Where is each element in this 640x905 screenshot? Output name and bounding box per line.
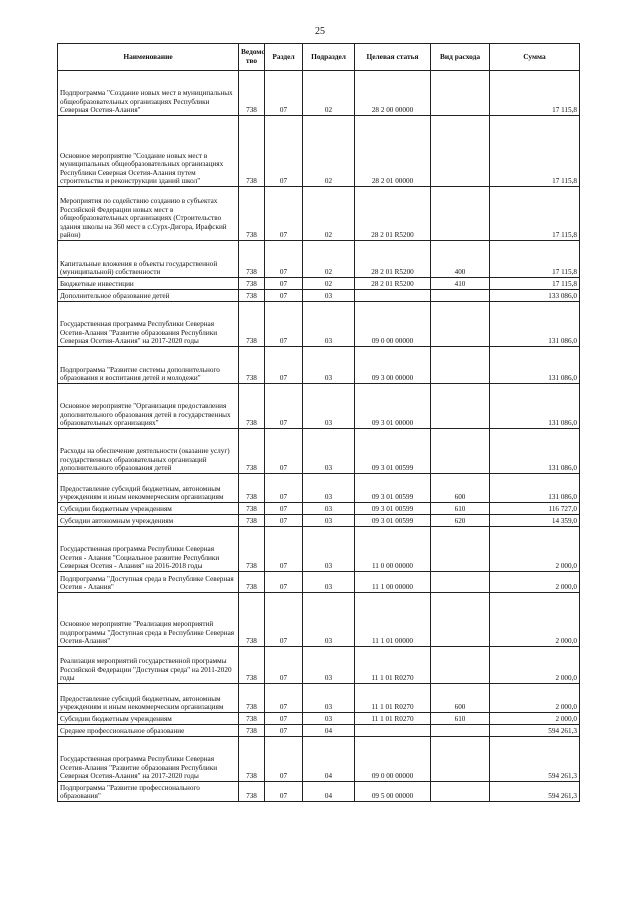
table-row xyxy=(58,737,580,782)
row-expense-type xyxy=(431,187,490,241)
row-target-item xyxy=(355,725,431,737)
row-section: 07 xyxy=(265,241,303,278)
row-target-item: 11 1 01 00000 xyxy=(355,593,431,647)
row-section: 07 xyxy=(265,429,303,474)
row-target-item: 09 3 01 00599 xyxy=(355,515,431,527)
table-row xyxy=(58,290,580,302)
row-amount: 131 086,0 xyxy=(490,429,580,474)
table-row xyxy=(58,474,580,503)
row-target-item: 09 0 00 00000 xyxy=(355,737,431,782)
row-department: 738 xyxy=(239,572,265,593)
row-name: Субсидии бюджетным учреждениям xyxy=(58,503,239,515)
row-name: Капитальные вложения в объекты государственной (муниципальной) собственности xyxy=(58,241,239,278)
row-section: 07 xyxy=(265,647,303,684)
row-department: 738 xyxy=(239,725,265,737)
row-target-item: 09 5 00 00000 xyxy=(355,782,431,802)
row-amount: 2 000,0 xyxy=(490,593,580,647)
row-name: Субсидии автономным учреждениям xyxy=(58,515,239,527)
row-name: Государственная программа Республики Северная Осетия - Алания "Социальное развитие Республики Северная Осетия - Алания" на 2016-2018 годы xyxy=(58,527,239,572)
row-section: 07 xyxy=(265,474,303,503)
row-subsection: 03 xyxy=(303,302,355,347)
row-name: Расходы на обеспечение деятельности (оказание услуг) государственных образовательных организаций дополнительного образования детей xyxy=(58,429,239,474)
row-expense-type xyxy=(431,782,490,802)
table-row xyxy=(58,241,580,278)
row-expense-type xyxy=(431,384,490,429)
row-subsection: 03 xyxy=(303,429,355,474)
column-header-section: Раздел xyxy=(265,44,303,71)
row-amount: 2 000,0 xyxy=(490,572,580,593)
row-amount: 17 115,8 xyxy=(490,241,580,278)
row-amount: 17 115,8 xyxy=(490,187,580,241)
row-expense-type: 610 xyxy=(431,503,490,515)
column-header-amount: Сумма xyxy=(490,44,580,71)
row-name: Государственная программа Республики Северная Осетия-Алания "Развитие образования Республики Северная Осетия-Алания" на 2017-2020 годы xyxy=(58,302,239,347)
row-expense-type xyxy=(431,527,490,572)
row-subsection: 02 xyxy=(303,187,355,241)
row-amount: 131 086,0 xyxy=(490,347,580,384)
row-name: Среднее профессиональное образование xyxy=(58,725,239,737)
row-department: 738 xyxy=(239,241,265,278)
row-name: Основное мероприятие "Реализация мероприятий подпрограммы "Доступная среда в Республике Северная Осетия-Алания" xyxy=(58,593,239,647)
row-expense-type: 400 xyxy=(431,241,490,278)
row-subsection: 03 xyxy=(303,647,355,684)
row-target-item: 09 3 01 00000 xyxy=(355,384,431,429)
row-subsection: 04 xyxy=(303,737,355,782)
row-subsection: 02 xyxy=(303,278,355,290)
row-name: Подпрограмма "Развитие профессионального образования" xyxy=(58,782,239,802)
row-subsection: 02 xyxy=(303,71,355,116)
row-subsection: 03 xyxy=(303,515,355,527)
row-subsection: 03 xyxy=(303,290,355,302)
row-amount: 17 115,8 xyxy=(490,71,580,116)
row-subsection: 02 xyxy=(303,241,355,278)
row-subsection: 03 xyxy=(303,384,355,429)
row-section: 07 xyxy=(265,572,303,593)
row-subsection: 04 xyxy=(303,782,355,802)
row-department: 738 xyxy=(239,713,265,725)
table-row xyxy=(58,116,580,187)
column-header-name: Наименование xyxy=(58,44,239,71)
row-name: Бюджетные инвестиции xyxy=(58,278,239,290)
row-name: Дополнительное образование детей xyxy=(58,290,239,302)
table-row xyxy=(58,713,580,725)
row-target-item: 11 1 01 R0270 xyxy=(355,647,431,684)
row-target-item: 28 2 01 00000 xyxy=(355,116,431,187)
row-section: 07 xyxy=(265,290,303,302)
row-subsection: 03 xyxy=(303,527,355,572)
table-row xyxy=(58,187,580,241)
row-expense-type: 410 xyxy=(431,278,490,290)
table-row xyxy=(58,647,580,684)
row-amount: 14 359,0 xyxy=(490,515,580,527)
row-department: 738 xyxy=(239,302,265,347)
column-header-target-item: Целевая статья xyxy=(355,44,431,71)
row-amount: 17 115,8 xyxy=(490,278,580,290)
row-target-item: 09 3 01 00599 xyxy=(355,429,431,474)
row-department: 738 xyxy=(239,474,265,503)
table-row xyxy=(58,347,580,384)
row-department: 738 xyxy=(239,737,265,782)
row-section: 07 xyxy=(265,278,303,290)
row-expense-type xyxy=(431,593,490,647)
row-target-item: 28 2 01 R5200 xyxy=(355,278,431,290)
row-target-item: 11 0 00 00000 xyxy=(355,527,431,572)
row-subsection: 03 xyxy=(303,593,355,647)
table-header-row xyxy=(58,44,580,71)
row-name: Мероприятия по содействию созданию в субъектах Российской Федерации новых мест в общеобразовательных организациях (Строительство здания школы на 360 мест в с.Сурх-Дигора, Ирафский район) xyxy=(58,187,239,241)
row-amount: 131 086,0 xyxy=(490,384,580,429)
row-section: 07 xyxy=(265,725,303,737)
table-row xyxy=(58,503,580,515)
row-amount: 2 000,0 xyxy=(490,647,580,684)
row-expense-type xyxy=(431,290,490,302)
row-section: 07 xyxy=(265,116,303,187)
row-department: 738 xyxy=(239,187,265,241)
row-department: 738 xyxy=(239,429,265,474)
row-department: 738 xyxy=(239,278,265,290)
row-expense-type xyxy=(431,572,490,593)
row-name: Предоставление субсидий бюджетным, автономным учреждениям и иным некоммерческим организациям xyxy=(58,474,239,503)
row-expense-type xyxy=(431,725,490,737)
row-name: Основное мероприятие "Создание новых мест в муниципальных общеобразовательных организациях Республики Северная Осетия-Алания путем строительства и реконструкции зданий школ" xyxy=(58,116,239,187)
table-row xyxy=(58,515,580,527)
row-name: Подпрограмма "Создание новых мест в муниципальных общеобразовательных организациях Республики Северная Осетия-Алания" xyxy=(58,71,239,116)
row-target-item: 09 3 01 00599 xyxy=(355,503,431,515)
row-department: 738 xyxy=(239,782,265,802)
row-department: 738 xyxy=(239,593,265,647)
row-name: Основное мероприятие "Организация предоставления дополнительного образования детей в государственных образовательных организациях" xyxy=(58,384,239,429)
row-target-item: 28 2 01 R5200 xyxy=(355,241,431,278)
row-amount: 131 086,0 xyxy=(490,302,580,347)
row-target-item: 09 3 01 00599 xyxy=(355,474,431,503)
row-target-item xyxy=(355,290,431,302)
row-expense-type: 620 xyxy=(431,515,490,527)
column-header-expense-type: Вид расхода xyxy=(431,44,490,71)
row-section: 07 xyxy=(265,737,303,782)
row-expense-type xyxy=(431,647,490,684)
table-row xyxy=(58,278,580,290)
row-section: 07 xyxy=(265,684,303,713)
row-expense-type xyxy=(431,737,490,782)
row-section: 07 xyxy=(265,515,303,527)
row-department: 738 xyxy=(239,384,265,429)
table-row xyxy=(58,429,580,474)
row-subsection: 03 xyxy=(303,347,355,384)
table-row xyxy=(58,384,580,429)
page-number: 25 xyxy=(315,26,325,37)
column-header-subsection: Подраздел xyxy=(303,44,355,71)
row-department: 738 xyxy=(239,116,265,187)
row-name: Подпрограмма "Развитие системы дополнительного образования и воспитания детей и молодежи" xyxy=(58,347,239,384)
row-expense-type: 610 xyxy=(431,713,490,725)
row-amount: 17 115,8 xyxy=(490,116,580,187)
row-subsection: 03 xyxy=(303,503,355,515)
row-name: Подпрограмма "Доступная среда в Республике Северная Осетия - Алания" xyxy=(58,572,239,593)
row-name: Предоставление субсидий бюджетным, автономным учреждениям и иным некоммерческим организациям xyxy=(58,684,239,713)
row-section: 07 xyxy=(265,187,303,241)
row-section: 07 xyxy=(265,384,303,429)
row-subsection: 03 xyxy=(303,684,355,713)
row-expense-type xyxy=(431,116,490,187)
row-name: Государственная программа Республики Северная Осетия-Алания "Развитие образования Республики Северная Осетия-Алания" на 2017-2020 годы xyxy=(58,737,239,782)
row-section: 07 xyxy=(265,527,303,572)
row-subsection: 03 xyxy=(303,713,355,725)
row-subsection: 03 xyxy=(303,474,355,503)
column-header-department: Ведомс тво xyxy=(239,44,265,71)
row-department: 738 xyxy=(239,684,265,713)
row-department: 738 xyxy=(239,347,265,384)
row-department: 738 xyxy=(239,290,265,302)
row-subsection: 02 xyxy=(303,116,355,187)
row-department: 738 xyxy=(239,647,265,684)
table-row xyxy=(58,302,580,347)
row-subsection: 04 xyxy=(303,725,355,737)
row-target-item: 09 0 00 00000 xyxy=(355,302,431,347)
row-amount: 594 261,3 xyxy=(490,725,580,737)
row-expense-type: 600 xyxy=(431,474,490,503)
row-expense-type xyxy=(431,429,490,474)
row-name: Реализация мероприятий государственной программы Российской Федерации "Доступная среда" на 2011-2020 годы xyxy=(58,647,239,684)
table-row xyxy=(58,782,580,802)
row-amount: 594 261,3 xyxy=(490,737,580,782)
row-amount: 116 727,0 xyxy=(490,503,580,515)
row-section: 07 xyxy=(265,302,303,347)
table-row xyxy=(58,725,580,737)
row-section: 07 xyxy=(265,782,303,802)
table-row xyxy=(58,684,580,713)
row-section: 07 xyxy=(265,347,303,384)
table-row xyxy=(58,527,580,572)
row-expense-type xyxy=(431,71,490,116)
row-department: 738 xyxy=(239,515,265,527)
row-amount: 133 086,0 xyxy=(490,290,580,302)
row-target-item: 11 1 01 R0270 xyxy=(355,684,431,713)
row-amount: 2 000,0 xyxy=(490,713,580,725)
table-row xyxy=(58,71,580,116)
row-target-item: 09 3 00 00000 xyxy=(355,347,431,384)
row-department: 738 xyxy=(239,503,265,515)
table-row xyxy=(58,572,580,593)
row-section: 07 xyxy=(265,713,303,725)
row-amount: 594 261,3 xyxy=(490,782,580,802)
row-section: 07 xyxy=(265,593,303,647)
row-target-item: 28 2 01 R5200 xyxy=(355,187,431,241)
row-expense-type xyxy=(431,302,490,347)
table-row xyxy=(58,593,580,647)
row-target-item: 11 1 01 R0270 xyxy=(355,713,431,725)
row-department: 738 xyxy=(239,527,265,572)
row-section: 07 xyxy=(265,71,303,116)
row-expense-type: 600 xyxy=(431,684,490,713)
row-amount: 2 000,0 xyxy=(490,684,580,713)
row-target-item: 11 1 00 00000 xyxy=(355,572,431,593)
row-subsection: 03 xyxy=(303,572,355,593)
row-name: Субсидии бюджетным учреждениям xyxy=(58,713,239,725)
row-section: 07 xyxy=(265,503,303,515)
row-amount: 131 086,0 xyxy=(490,474,580,503)
row-expense-type xyxy=(431,347,490,384)
row-department: 738 xyxy=(239,71,265,116)
row-amount: 2 000,0 xyxy=(490,527,580,572)
row-target-item: 28 2 00 00000 xyxy=(355,71,431,116)
budget-table xyxy=(57,43,580,802)
